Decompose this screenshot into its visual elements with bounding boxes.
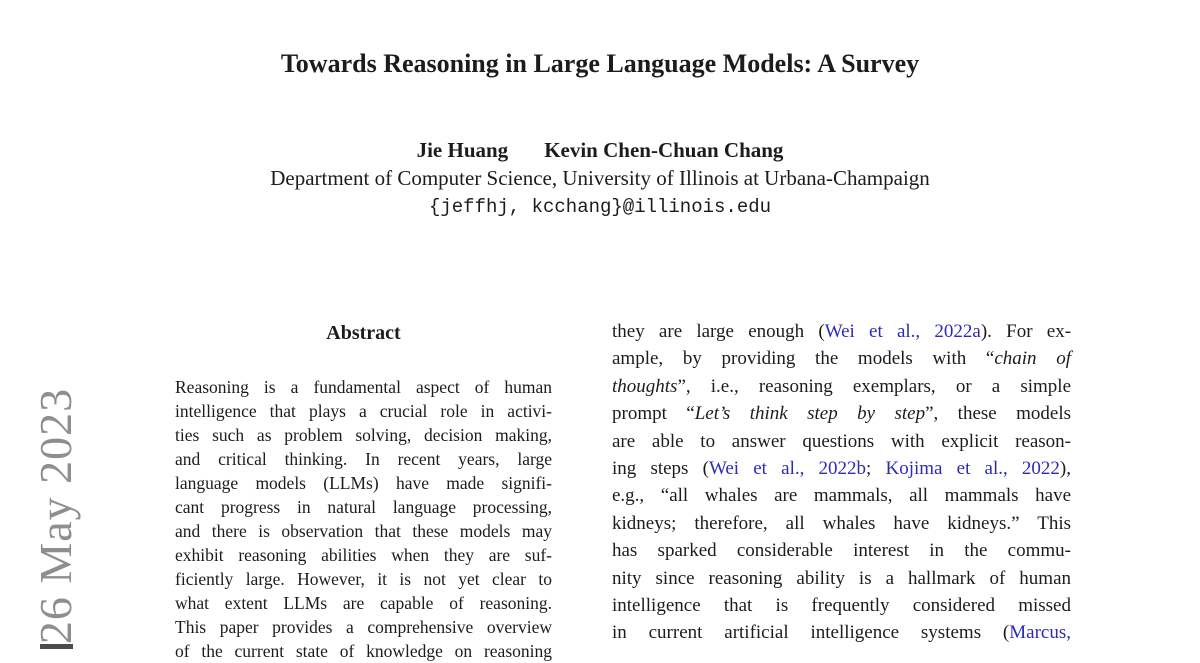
text-segment: ”, these models <box>925 403 1072 425</box>
abstract-body <box>175 375 552 663</box>
abstract-heading: Abstract <box>326 322 401 344</box>
page-title: Towards Reasoning in Large Language Models: A Survey <box>280 49 920 78</box>
text-segment: thoughts <box>612 375 678 397</box>
text-line <box>612 455 1071 482</box>
citation-link[interactable]: Wei et al., 2022a <box>824 321 981 342</box>
text-line: exhibit reasoning abilities when they are suf- <box>175 545 552 565</box>
email-address: {jeffhj, kcchang}@illinois.edu <box>428 196 772 218</box>
text-line <box>612 373 1071 400</box>
text-line <box>612 345 1071 372</box>
introduction-column <box>612 318 1071 647</box>
text-line: Reasoning is a fundamental aspect of human <box>175 377 552 397</box>
text-line: cant progress in natural language processing, <box>175 497 552 517</box>
text-line: what extent LLMs are capable of reasoning. <box>175 593 552 613</box>
text-line <box>612 400 1071 427</box>
text-line <box>612 619 1071 646</box>
text-line <box>612 592 1071 619</box>
text-line: This paper provides a comprehensive overview <box>175 617 552 637</box>
text-segment: ), <box>1059 458 1071 480</box>
text-segment: they are large enough ( <box>612 321 825 342</box>
text-segment: prompt “ <box>612 403 695 425</box>
text-line: ficiently large. However, it is not yet clear to <box>175 569 552 589</box>
text-line: of the current state of knowledge on reasoning <box>175 641 552 661</box>
text-segment: has sparked considerable interest in the commu- <box>612 540 1071 562</box>
citation-link[interactable]: Kojima et al., 2022 <box>885 458 1060 480</box>
text-segment: ample, by providing the models with “ <box>612 348 995 370</box>
text-segment: ing steps ( <box>612 458 709 480</box>
text-segment: chain of <box>994 348 1071 370</box>
author-line <box>0 138 1200 163</box>
text-line: intelligence that plays a crucial role in activi- <box>175 401 552 421</box>
text-line <box>612 537 1071 564</box>
citation-link[interactable]: Wei et al., 2022b <box>708 458 867 480</box>
text-line: and critical thinking. In recent years, large <box>175 449 552 469</box>
arxiv-watermark-date: 26 May 2023 <box>29 387 81 645</box>
text-line <box>612 428 1071 455</box>
text-line <box>612 510 1071 537</box>
text-line: ties such as problem solving, decision making, <box>175 425 552 445</box>
citation-link[interactable]: Marcus, <box>1009 622 1071 644</box>
text-line <box>612 565 1071 592</box>
text-segment: are able to answer questions with explicit reason- <box>612 430 1071 452</box>
author-name: Kevin Chen-Chuan Chang <box>544 138 784 162</box>
author-name: Jie Huang <box>416 138 509 162</box>
text-segment: nity since reasoning ability is a hallmark of human <box>612 567 1071 589</box>
text-line: and there is observation that these models may <box>175 521 552 541</box>
text-line: language models (LLMs) have made signifi- <box>175 473 552 493</box>
affiliation: Department of Computer Science, University of Illinois at Urbana-Champaign <box>270 166 930 190</box>
arxiv-watermark-cutoff-fragment <box>40 644 73 649</box>
text-segment: e.g., “all whales are mammals, all mammals have <box>612 485 1071 507</box>
text-segment: kidneys; therefore, all whales have kidneys.” This <box>612 512 1071 534</box>
text-segment: ; <box>866 458 886 480</box>
text-segment: intelligence that is frequently considered missed <box>612 595 1071 617</box>
text-line <box>612 318 1071 345</box>
text-segment: in current artificial intelligence systems ( <box>612 622 1010 644</box>
text-line <box>612 482 1071 509</box>
text-segment: ”, i.e., reasoning exemplars, or a simple <box>677 375 1071 397</box>
text-segment: ). For ex- <box>980 321 1072 342</box>
text-segment: Let’s think step by step <box>694 403 926 425</box>
